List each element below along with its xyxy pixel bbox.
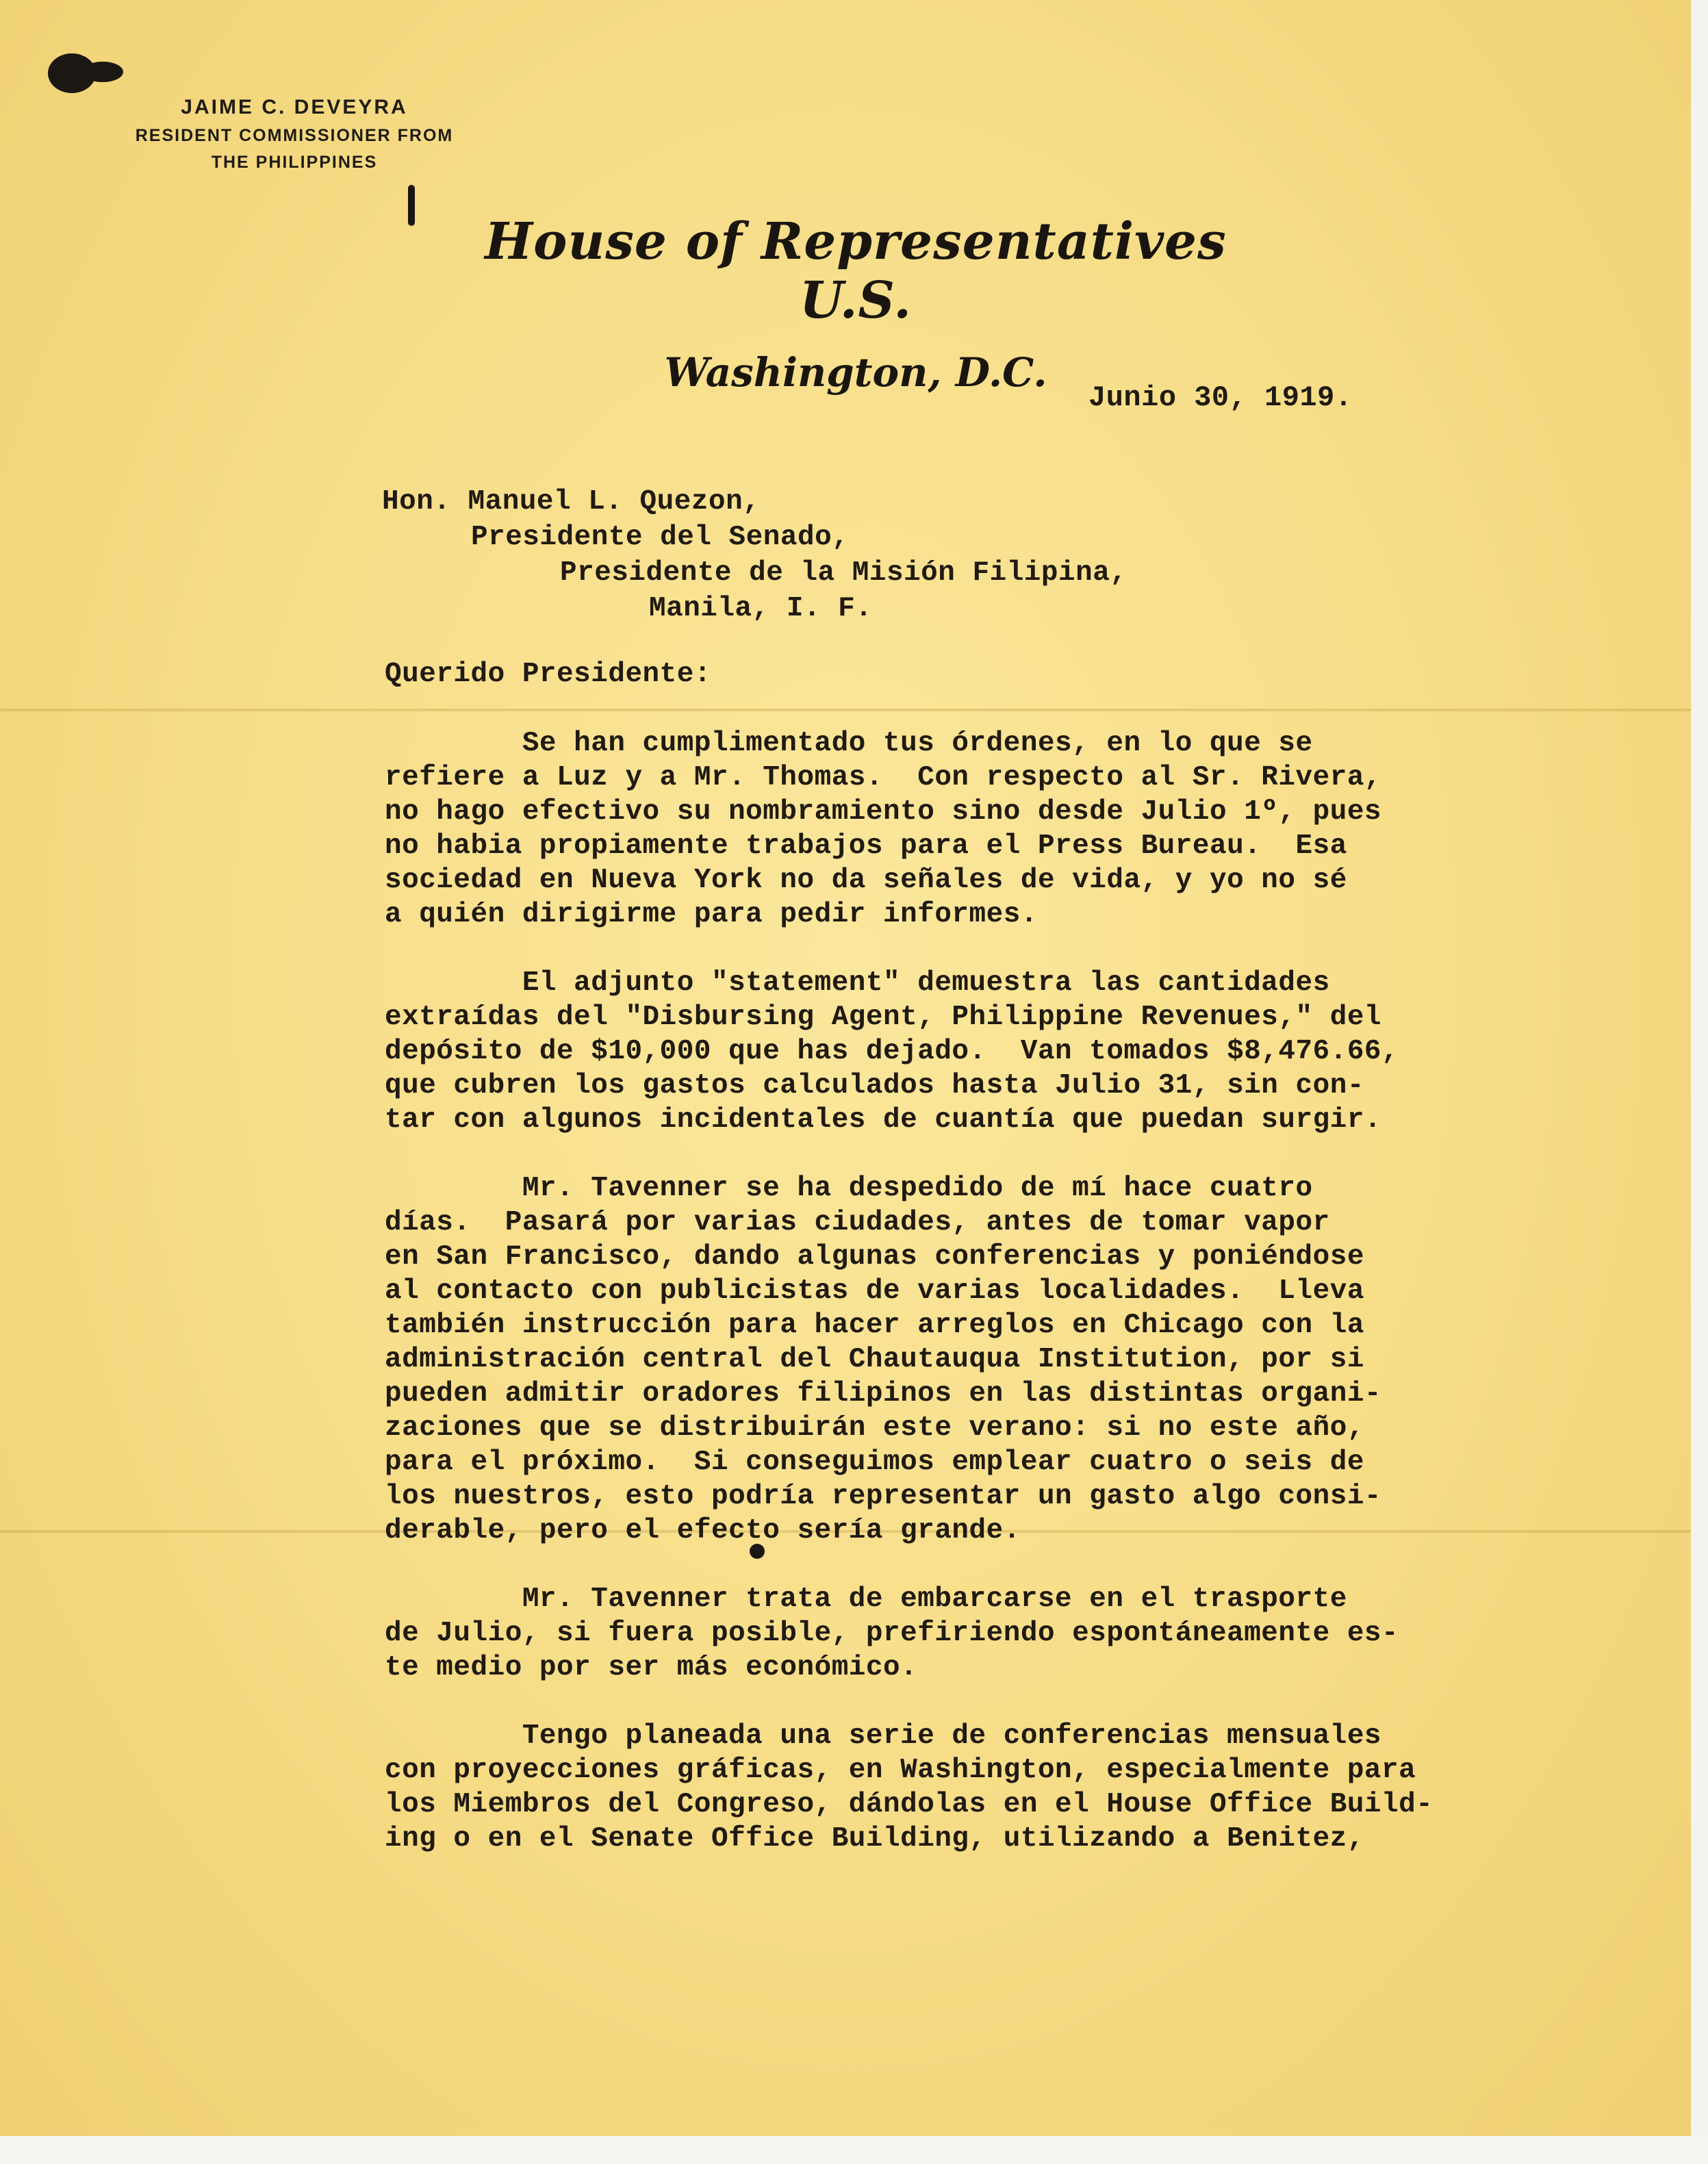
body-line: en San Francisco, dando algunas conferencias y poniéndose [385, 1241, 1364, 1273]
body-line: derable, pero el efecto sería grande. [385, 1515, 1021, 1546]
letter-date: Junio 30, 1919. [1088, 381, 1353, 414]
body-line: de Julio, si fuera posible, prefiriendo espontáneamente es- [385, 1618, 1399, 1649]
scan-edge [1691, 0, 1708, 2164]
body-line: depósito de $10,000 que has dejado. Van tomados $8,476.66, [385, 1036, 1399, 1067]
body-line: no habia propiamente trabajos para el Press Bureau. Esa [385, 830, 1347, 862]
masthead-city: Washington, D.C. [664, 349, 1047, 396]
body-line: que cubren los gastos calculados hasta Julio 31, sin con- [385, 1070, 1364, 1102]
body-line: tar con algunos incidentales de cuantía que puedan surgir. [385, 1104, 1382, 1136]
masthead [479, 212, 1232, 396]
body-line: ing o en el Senate Office Building, utilizando a Benitez, [385, 1823, 1364, 1855]
body-line: Mr. Tavenner trata de embarcarse en el trasporte [385, 1583, 1347, 1615]
letterhead-name: JAIME C. DEVEYRA [181, 96, 408, 118]
body-line: te medio por ser más económico. [385, 1652, 918, 1683]
body-line: días. Pasará por varias ciudades, antes de tomar vapor [385, 1207, 1330, 1238]
body-line: con proyecciones gráficas, en Washington, especialmente para [385, 1755, 1416, 1786]
salutation: Querido Presidente: [385, 659, 711, 690]
body-line: Se han cumplimentado tus órdenes, en lo que se [385, 728, 1313, 759]
body-line: refiere a Luz y a Mr. Thomas. Con respecto al Sr. Rivera, [385, 762, 1382, 793]
body-line: al contacto con publicistas de varias localidades. Lleva [385, 1275, 1364, 1307]
masthead-house: House of Representatives U.S. [485, 212, 1227, 330]
body-line: pueden admitir oradores filipinos en las distintas organi- [385, 1378, 1382, 1410]
ink-mark [408, 185, 415, 226]
letterhead-title-2: THE PHILIPPINES [211, 153, 378, 172]
body-line: zaciones que se distribuirán este verano: si no este año, [385, 1412, 1364, 1444]
address-line: Hon. Manuel L. Quezon, [382, 486, 761, 518]
address-line: Presidente del Senado, [471, 522, 850, 553]
body-line: a quién dirigirme para pedir informes. [385, 899, 1038, 930]
body-line: para el próximo. Si conseguimos emplear cuatro o seis de [385, 1447, 1364, 1478]
ink-stain [82, 62, 123, 82]
body-line: sociedad en Nueva York no da señales de vida, y yo no sé [385, 865, 1347, 896]
address-line: Presidente de la Misión Filipina, [560, 557, 1127, 589]
body-line: administración central del Chautauqua Institution, por si [385, 1344, 1364, 1375]
body-line: Tengo planeada una serie de conferencias mensuales [385, 1720, 1382, 1752]
letterhead-title-1: RESIDENT COMMISSIONER FROM [135, 126, 454, 145]
body-line: los Miembros del Congreso, dándolas en el House Office Build- [385, 1789, 1433, 1820]
body-line: Mr. Tavenner se ha despedido de mí hace cuatro [385, 1173, 1313, 1204]
body-line: los nuestros, esto podría representar un gasto algo consi- [385, 1481, 1382, 1512]
address-line: Manila, I. F. [649, 593, 873, 624]
fold-line [0, 709, 1691, 711]
letterhead [103, 96, 486, 173]
scan-bottom-edge [0, 2136, 1708, 2164]
body-line: El adjunto "statement" demuestra las cantidades [385, 967, 1330, 999]
body-line: no hago efectivo su nombramiento sino desde Julio 1º, pues [385, 796, 1382, 828]
body-line: extraídas del "Disbursing Agent, Philippine Revenues," del [385, 1002, 1382, 1033]
body-line: también instrucción para hacer arreglos en Chicago con la [385, 1310, 1364, 1341]
